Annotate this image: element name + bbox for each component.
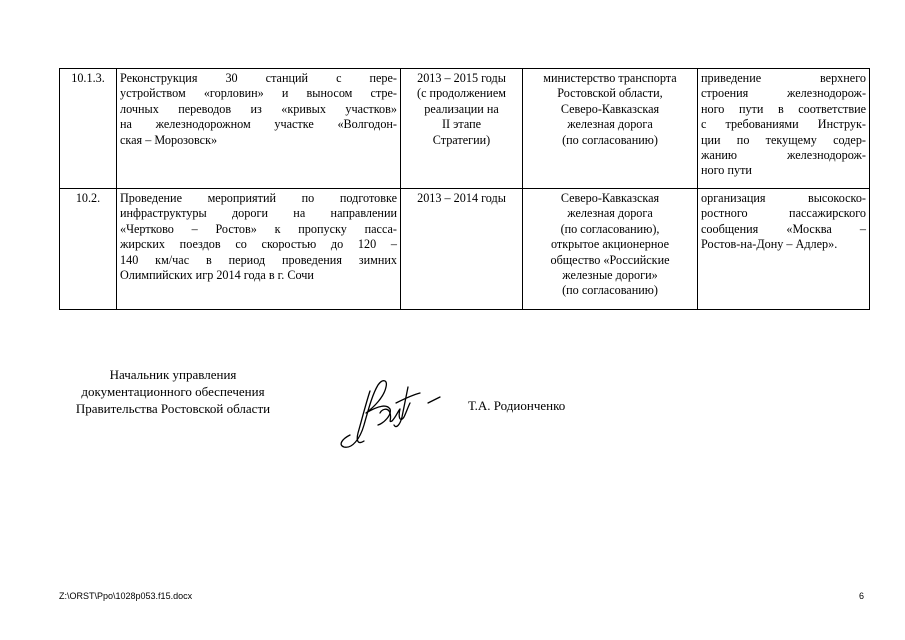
result-cell: приведение верхнего строения железнодорож- ного пути в соответствие с требованиями Инструк- ции по текущему содер- жанию железнодорож- ного пути (698, 69, 870, 189)
result-cell: организация высокоско- ростного пассажирского сообщения «Москва – Ростов-на-Дону – Адлер». (698, 189, 870, 310)
page-number: 6 (859, 591, 865, 601)
row-number: 10.2. (60, 189, 117, 310)
signatory-title: Начальник управления документационного обеспечения Правительства Ростовской области (75, 367, 271, 416)
handwritten-signature (336, 373, 446, 453)
executor-cell: Северо-Кавказская железная дорога (по согласованию), открытое акционерное общество «Российские железные дороги» (по согласованию) (523, 189, 698, 310)
period-cell: 2013 – 2015 годы (с продолжением реализации на II этапе Стратегии) (401, 69, 523, 189)
table-row (60, 69, 870, 189)
row-number: 10.1.3. (60, 69, 117, 189)
measures-table (59, 68, 870, 310)
file-path: Z:\ORST\Ppo\1028p053.f15.docx (59, 591, 193, 601)
table-row (60, 189, 870, 310)
signatory-name: Т.А. Родионченко (468, 398, 566, 413)
executor-cell: министерство транспорта Ростовской области, Северо-Кавказская железная дорога (по согласованию) (523, 69, 698, 189)
measure-cell: Реконструкция 30 станций с пере- устройством «горловин» и выносом стре- лочных переводов из «кривых участков» на железнодорожном участке «Волгодон- ская – Морозовск» (117, 69, 401, 189)
period-cell: 2013 – 2014 годы (401, 189, 523, 310)
measure-cell: Проведение мероприятий по подготовке инфраструктуры дороги на направлении «Чертково – Ростов» к пропуску пасса- жирских поездов со скоростью до 120 – 140 км/час в период проведения зимних Олимпийских игр 2014 года в г. Сочи (117, 189, 401, 310)
